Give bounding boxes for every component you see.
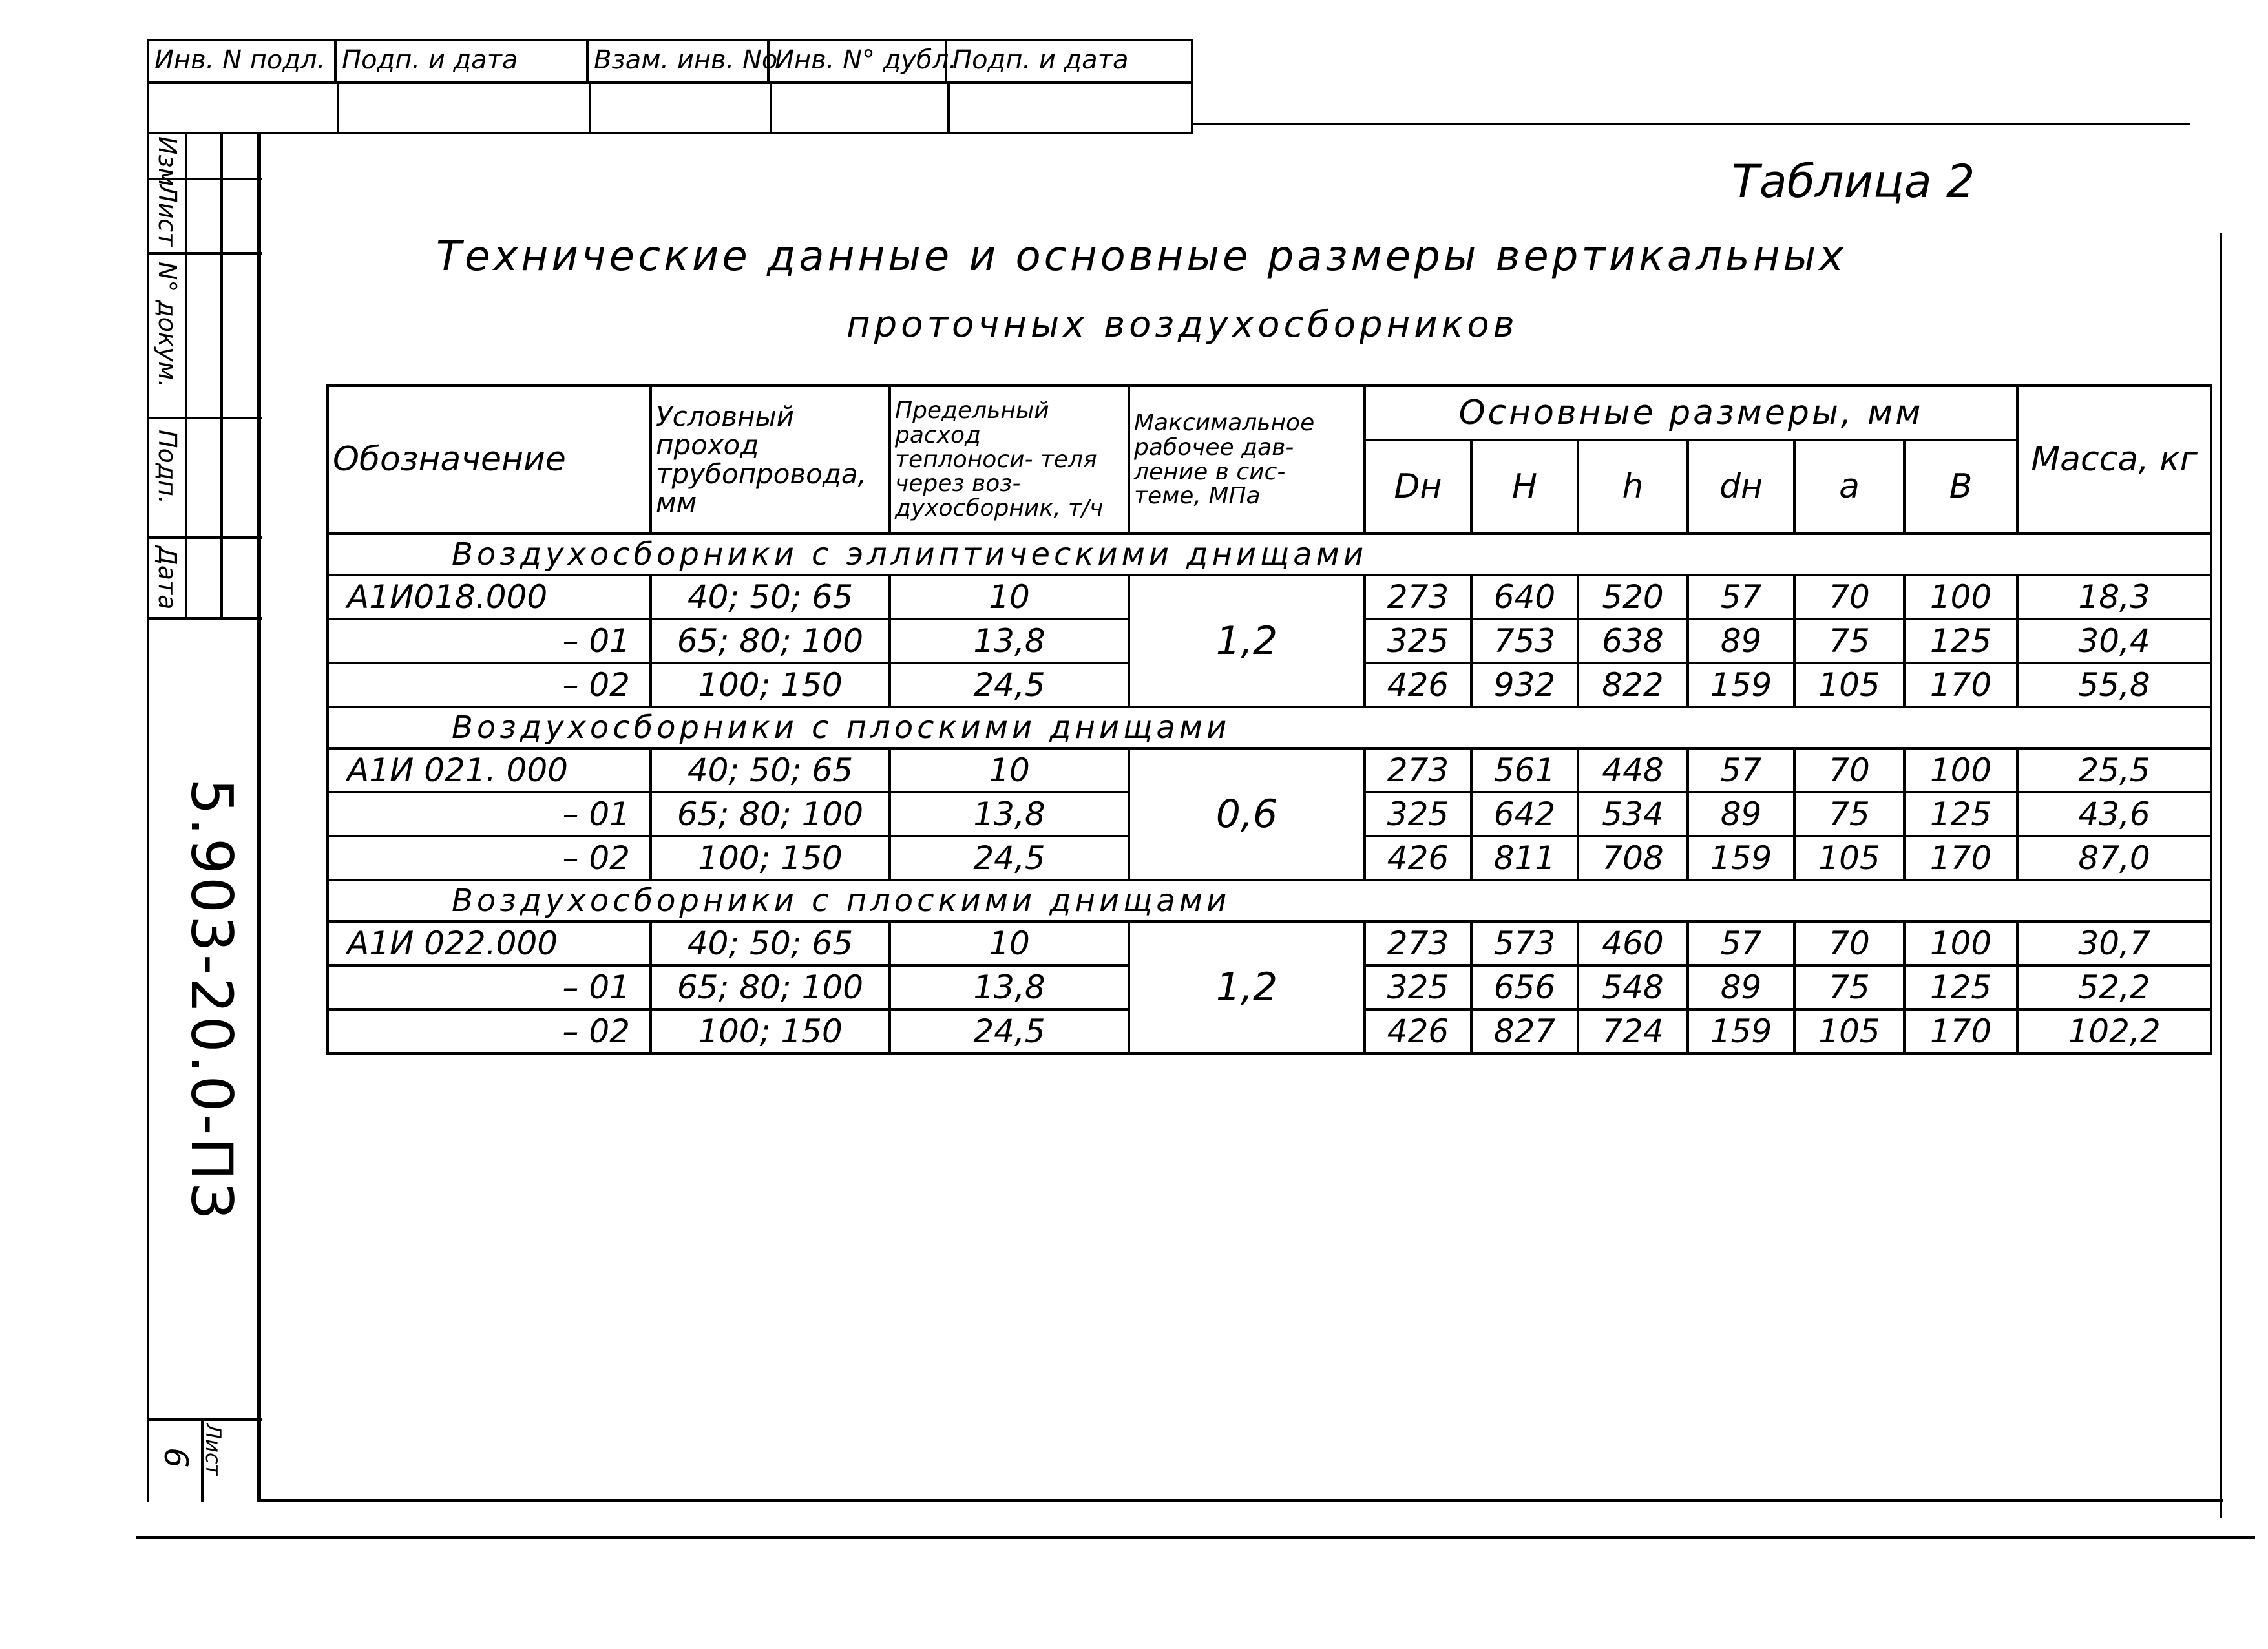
- cell-dim: 159: [1688, 1009, 1794, 1053]
- cell-dim: 273: [1365, 921, 1471, 965]
- cell-pressure: 1,2: [1129, 575, 1365, 707]
- margin-label-list: Лист: [153, 184, 182, 247]
- cell-dim: 724: [1578, 1009, 1688, 1053]
- cell-dim: 100: [1904, 575, 2017, 619]
- cell-bore: 100; 150: [651, 663, 890, 707]
- cell-bore: 100; 150: [651, 836, 890, 880]
- cell-mass: 25,5: [2017, 748, 2211, 792]
- header-dim-B: B: [1904, 440, 2017, 534]
- table-row: [328, 921, 2211, 965]
- cell-mass: 87,0: [2017, 836, 2211, 880]
- cell-dim: 642: [1471, 792, 1578, 836]
- cell-bore: 40; 50; 65: [651, 575, 890, 619]
- cell-dim: 70: [1794, 748, 1904, 792]
- cell-dim: 638: [1578, 619, 1688, 663]
- cell-flow: 13,8: [890, 965, 1129, 1009]
- section-title: Воздухосборники с плоскими днищами: [328, 880, 2211, 921]
- cell-dim: 159: [1688, 836, 1794, 880]
- cell-designation: – 02: [328, 836, 651, 880]
- cell-dim: 325: [1365, 619, 1471, 663]
- cell-dim: 75: [1794, 965, 1904, 1009]
- cell-dim: 125: [1904, 965, 2017, 1009]
- cell-mass: 102,2: [2017, 1009, 2211, 1053]
- cell-dim: 273: [1365, 748, 1471, 792]
- cell-mass: 30,4: [2017, 619, 2211, 663]
- cell-dim: 448: [1578, 748, 1688, 792]
- cell-designation: А1И 022.000: [328, 921, 651, 965]
- header-designation: Обозначение: [328, 386, 651, 534]
- cell-dim: 105: [1794, 1009, 1904, 1053]
- cell-dim: 708: [1578, 836, 1688, 880]
- cell-dim: 827: [1471, 1009, 1578, 1053]
- cell-dim: 170: [1904, 663, 2017, 707]
- cell-dim: 426: [1365, 1009, 1471, 1053]
- cell-flow: 10: [890, 748, 1129, 792]
- cell-dim: 57: [1688, 575, 1794, 619]
- cell-bore: 100; 150: [651, 1009, 890, 1053]
- stamp-header-inv-podl: Инв. N подл.: [149, 41, 337, 81]
- section-title: Воздухосборники с эллиптическими днищами: [328, 534, 2211, 575]
- cell-dim: 100: [1904, 921, 2017, 965]
- cell-dim: 89: [1688, 792, 1794, 836]
- table-row: [328, 575, 2211, 619]
- cell-mass: 55,8: [2017, 663, 2211, 707]
- cell-dim: 273: [1365, 575, 1471, 619]
- cell-mass: 43,6: [2017, 792, 2211, 836]
- cell-dim: 159: [1688, 663, 1794, 707]
- cell-dim: 325: [1365, 792, 1471, 836]
- cell-bore: 65; 80; 100: [651, 792, 890, 836]
- margin-label-doc: N° докум.: [153, 262, 182, 388]
- cell-designation: – 02: [328, 663, 651, 707]
- page-title-line2: проточных воздухосборников: [846, 304, 1518, 346]
- cell-mass: 52,2: [2017, 965, 2211, 1009]
- cell-mass: 30,7: [2017, 921, 2211, 965]
- document-code: 5.903-20.0-ПЗ: [178, 779, 245, 1222]
- cell-dim: 170: [1904, 836, 2017, 880]
- margin-label-date: Дата: [153, 546, 182, 610]
- cell-dim: 460: [1578, 921, 1688, 965]
- cell-flow: 10: [890, 575, 1129, 619]
- header-nominal-bore: Условный проход трубопровода, мм: [651, 386, 890, 534]
- margin-label-sign: Подп.: [153, 430, 182, 505]
- header-dim-a: a: [1794, 440, 1904, 534]
- cell-dim: 57: [1688, 921, 1794, 965]
- cell-dim: 89: [1688, 965, 1794, 1009]
- header-dim-h: h: [1578, 440, 1688, 534]
- stamp-header-sign-date: Подп. и дата: [337, 41, 589, 81]
- cell-dim: 70: [1794, 575, 1904, 619]
- cell-designation: – 01: [328, 792, 651, 836]
- cell-designation: А1И 021. 000: [328, 748, 651, 792]
- approval-stamp-block: [147, 39, 1193, 134]
- cell-designation: – 01: [328, 965, 651, 1009]
- stamp-header-sign-date-2: Подп. и дата: [952, 45, 1129, 75]
- cell-dim: 753: [1471, 619, 1578, 663]
- cell-bore: 65; 80; 100: [651, 965, 890, 1009]
- cell-dim: 325: [1365, 965, 1471, 1009]
- header-dim-H: H: [1471, 440, 1578, 534]
- cell-pressure: 1,2: [1129, 921, 1365, 1053]
- cell-dim: 534: [1578, 792, 1688, 836]
- cell-dim: 75: [1794, 619, 1904, 663]
- cell-dim: 573: [1471, 921, 1578, 965]
- cell-dim: 561: [1471, 748, 1578, 792]
- frame-bottom-line: [258, 1499, 2223, 1502]
- cell-flow: 24,5: [890, 836, 1129, 880]
- header-dim-dn: dн: [1688, 440, 1794, 534]
- cell-dim: 520: [1578, 575, 1688, 619]
- cell-dim: 426: [1365, 663, 1471, 707]
- cell-dim: 89: [1688, 619, 1794, 663]
- cell-dim: 640: [1471, 575, 1578, 619]
- cell-dim: 548: [1578, 965, 1688, 1009]
- cell-dim: 811: [1471, 836, 1578, 880]
- header-dim-Dn: Dн: [1365, 440, 1471, 534]
- cell-dim: 125: [1904, 619, 2017, 663]
- table-row: [328, 748, 2211, 792]
- cell-bore: 65; 80; 100: [651, 619, 890, 663]
- cell-dim: 125: [1904, 792, 2017, 836]
- cell-designation: – 01: [328, 619, 651, 663]
- technical-data-table: [326, 384, 2210, 1055]
- cell-flow: 24,5: [890, 663, 1129, 707]
- cell-bore: 40; 50; 65: [651, 748, 890, 792]
- cell-designation: А1И018.000: [328, 575, 651, 619]
- stamp-header-vzam: Взам. инв. No: [589, 41, 770, 81]
- cell-dim: 426: [1365, 836, 1471, 880]
- sheet-label: Лист: [201, 1423, 226, 1476]
- table-number: Таблица 2: [1732, 155, 1975, 208]
- cell-bore: 40; 50; 65: [651, 921, 890, 965]
- cell-dim: 70: [1794, 921, 1904, 965]
- sheet-number: 6: [157, 1447, 194, 1468]
- margin-label-izm: Изм: [153, 136, 182, 187]
- cell-flow: 24,5: [890, 1009, 1129, 1053]
- frame-right-line: [2220, 233, 2222, 1518]
- cell-dim: 105: [1794, 836, 1904, 880]
- header-max-pressure: Максимальное рабочее дав- ление в сис- теме, МПа: [1129, 386, 1365, 534]
- page-title-line1: Технические данные и основные размеры вертикальных: [436, 233, 1847, 280]
- cell-dim: 932: [1471, 663, 1578, 707]
- frame-top-line: [1192, 123, 2190, 125]
- header-mass: Масса, кг: [2017, 386, 2211, 534]
- cell-dim: 170: [1904, 1009, 2017, 1053]
- cell-dim: 656: [1471, 965, 1578, 1009]
- section-title: Воздухосборники с плоскими днищами: [328, 707, 2211, 748]
- cell-pressure: 0,6: [1129, 748, 1365, 880]
- cell-flow: 13,8: [890, 619, 1129, 663]
- cell-mass: 18,3: [2017, 575, 2211, 619]
- cell-dim: 75: [1794, 792, 1904, 836]
- stamp-header-inv-dubl: Инв. N° дубл.: [770, 41, 947, 81]
- page-bottom-line: [136, 1536, 2255, 1539]
- header-max-flow: Предельный расход теплоноси- теля через воз- духосборник, т/ч: [890, 386, 1129, 534]
- cell-dim: 100: [1904, 748, 2017, 792]
- cell-designation: – 02: [328, 1009, 651, 1053]
- cell-dim: 57: [1688, 748, 1794, 792]
- cell-dim: 105: [1794, 663, 1904, 707]
- header-main-dimensions: Основные размеры, мм: [1365, 386, 2017, 440]
- left-margin-block: [147, 132, 260, 1502]
- cell-flow: 13,8: [890, 792, 1129, 836]
- cell-dim: 822: [1578, 663, 1688, 707]
- cell-flow: 10: [890, 921, 1129, 965]
